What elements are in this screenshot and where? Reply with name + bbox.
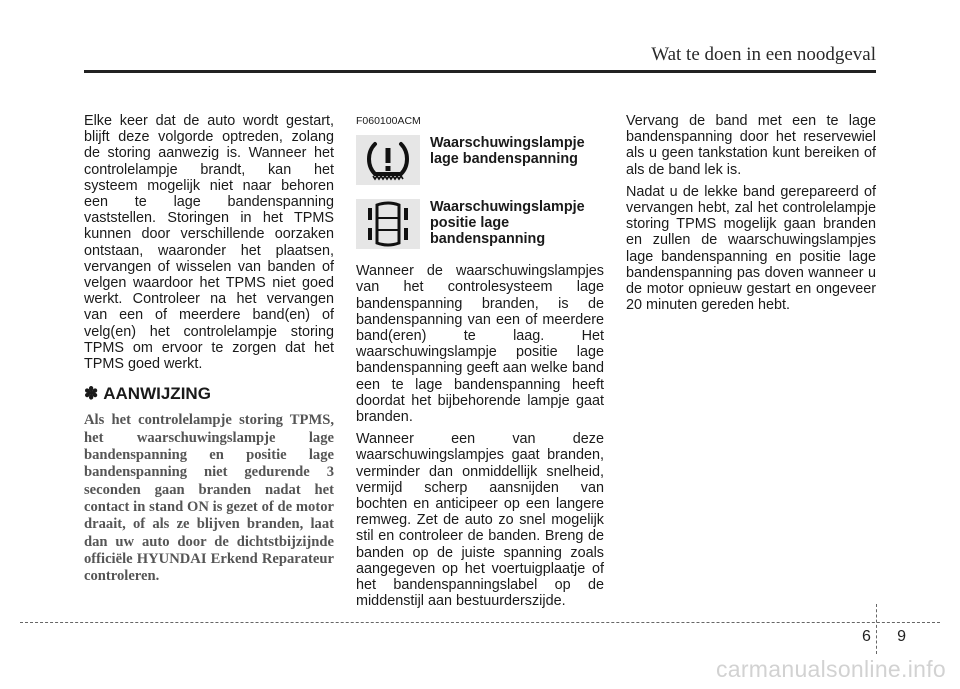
low-tire-pressure-icon <box>356 135 420 185</box>
column-right <box>626 113 876 319</box>
figure-code: F060100ACM <box>356 115 421 127</box>
page-number-value: 9 <box>897 628 906 645</box>
lamp-row-low-pressure <box>356 135 604 185</box>
column-middle <box>356 113 604 615</box>
lamp-label-low-pressure: Waarschuwingslampje lage bandenspanning <box>430 135 585 168</box>
lamp-row-position <box>356 199 604 249</box>
page-number <box>862 628 906 646</box>
body-paragraph: Elke keer dat de auto wordt gestart, blijft deze volgorde optreden, zolang de storing aanwezig is. Wanneer het controlelampje brandt, kan het systeem mogelijk niet naar behoren een te lage bandenspanning vaststellen. Storingen in het TPMS kunnen door verschillende oorzaken ontstaan, waaronder het plaatsen, vervangen of wisselen van banden of velgen waardoor het TPMS niet goed werkt. Controleer na het vervangen van een of meerdere band(en) of velg(en) het controlelampje storing TPMS om ervoor te zorgen dat het TPMS goed werkt. <box>84 113 334 373</box>
body-paragraph: Nadat u de lekke band gerepareerd of vervangen hebt, zal het controlelampje storing TPMS mogelijk gaan branden en zullen de waarschuwingslampjes lage bandenspanning en positie lage bandenspanning pas doven wanneer u de motor opnieuw gestart en ongeveer 20 minuten gereden hebt. <box>626 183 876 314</box>
page-header-title: Wat te doen in een noodgeval <box>651 44 876 65</box>
tire-position-icon <box>356 199 420 249</box>
body-paragraph: Wanneer de waarschuwingslampjes van het controlesysteem lage bandenspanning branden, is de bandenspanning van een of meerdere band(eren) te laag. Het waarschuwingslampje positie lage bandenspanning geeft aan welke band een te lage bandenspanning heeft doordat het bijbehorende lampje gaat branden. <box>356 263 604 426</box>
footer-rule <box>20 622 940 623</box>
note-text: Als het controlelampje storing TPMS, het waarschuwingslampje lage bandenspanning en positie lage bandenspanning niet gedurende 3 seconden gaan branden nadat het contact in stand ON is gezet of de motor draait, of als ze blijven branden, laat dan uw auto door de dichtstbijzijnde officiële HYUNDAI Erkend Reparateur controleren. <box>84 412 334 585</box>
chapter-number: 6 <box>862 628 871 645</box>
note-heading <box>84 386 334 402</box>
lamp-label-position: Waarschuwingslampje positie lage bandenspanning <box>430 199 585 248</box>
note-heading-label: AANWIJZING <box>103 384 211 404</box>
body-paragraph: Wanneer een van deze waarschuwingslampjes gaat branden, verminder dan onmiddellijk snelheid, vermijd scherp aansnijden van bochten en anticipeer op een langere remweg. Zet de auto zo snel mogelijk stil en controleer de banden. Breng de banden op de juiste spanning zoals aangegeven op het voertuigplaatje of het bandenspanningslabel op de middenstijl aan bestuurderszijde. <box>356 431 604 610</box>
column-left <box>84 113 334 585</box>
header-rule <box>84 70 876 73</box>
note-star-icon: ✽ <box>84 384 99 404</box>
watermark: carmanualsonline.info <box>715 656 946 682</box>
body-paragraph: Vervang de band met een te lage bandenspanning door het reservewiel als u geen tankstation kunt bereiken of als de band lek is. <box>626 113 876 178</box>
